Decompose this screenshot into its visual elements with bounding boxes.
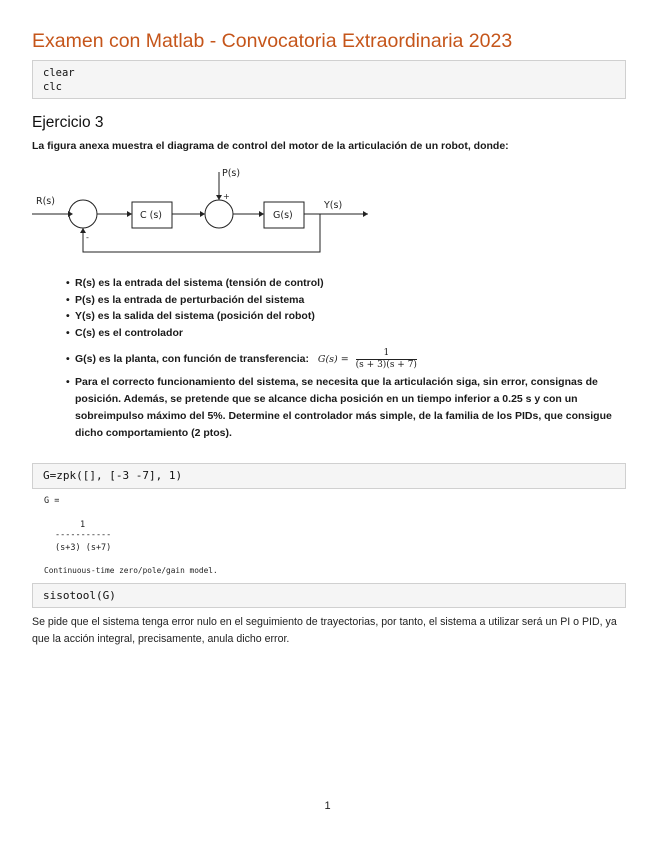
summing-junction-2 — [205, 200, 233, 228]
output-var: G = — [44, 496, 60, 506]
code-line: clc — [43, 81, 62, 93]
code-line: clear — [43, 67, 75, 79]
output-note: Continuous-time zero/pole/gain model. — [44, 566, 218, 575]
control-block-diagram — [32, 164, 372, 264]
summing-junction-1 — [69, 200, 97, 228]
label-y: Y(s) — [324, 200, 343, 211]
code-block-zpk[interactable] — [32, 463, 626, 489]
label-r: R(s) — [36, 196, 55, 207]
code-block-clear[interactable] — [32, 60, 626, 99]
formula-lhs: G(s) = — [317, 354, 349, 365]
output-denominator: (s+3) (s+7) — [55, 543, 112, 553]
tf-denominator: (s + 3)(s + 7) — [355, 359, 417, 370]
plant-text: G(s) es la planta, con función de transferencia: — [75, 353, 309, 365]
label-plus: + — [223, 192, 230, 201]
intro-text: La figura anexa muestra el diagrama de control del motor de la articulación de un robot, donde: — [32, 140, 509, 152]
section-heading: Ejercicio 3 — [32, 114, 104, 131]
document-title: Examen con Matlab - Convocatoria Extraordinaria 2023 — [32, 30, 513, 52]
label-c: C (s) — [140, 210, 163, 221]
output-numerator: 1 — [80, 520, 86, 530]
label-p: P(s) — [222, 168, 241, 179]
tf-numerator: 1 — [356, 348, 417, 360]
list-item-task: • Para el correcto funcionamiento del sistema, se necesita que la articulación siga, sin error, consignas de posición. Además, se pretende que se alcance dicha posición en un tiempo inferior a 0.25 s y con un sobreimpulso máximo del 5%. Determine el controlador más simple, de la familia de los PIDs, que consigue dicho comportamiento (2 ptos). — [66, 374, 631, 442]
list-item: • Y(s) es la salida del sistema (posición del robot) — [66, 308, 631, 325]
page-number: 1 — [324, 800, 331, 812]
answer-paragraph: Se pide que el sistema tenga error nulo en el seguimiento de trayectorias, por tanto, el sistema a utilizar será un PI o PID, ya que la acción integral, precisamente, anula dicho error. — [32, 616, 617, 645]
list-item: • R(s) es la entrada del sistema (tensión de control) — [66, 275, 631, 292]
definition-list — [66, 275, 631, 442]
list-item: • C(s) es el controlador — [66, 325, 631, 342]
label-g: G(s) — [273, 210, 293, 221]
list-item-plant — [66, 345, 631, 374]
output-fraction-bar: ----------- — [55, 530, 112, 540]
code-line: G=zpk([], [-3 -7], 1) — [43, 469, 183, 482]
code-line: sisotool(G) — [43, 589, 116, 602]
list-item: • P(s) es la entrada de perturbación del sistema — [66, 292, 631, 309]
code-block-sisotool[interactable] — [32, 583, 626, 608]
transfer-function — [356, 348, 417, 371]
label-minus: - — [86, 233, 89, 242]
